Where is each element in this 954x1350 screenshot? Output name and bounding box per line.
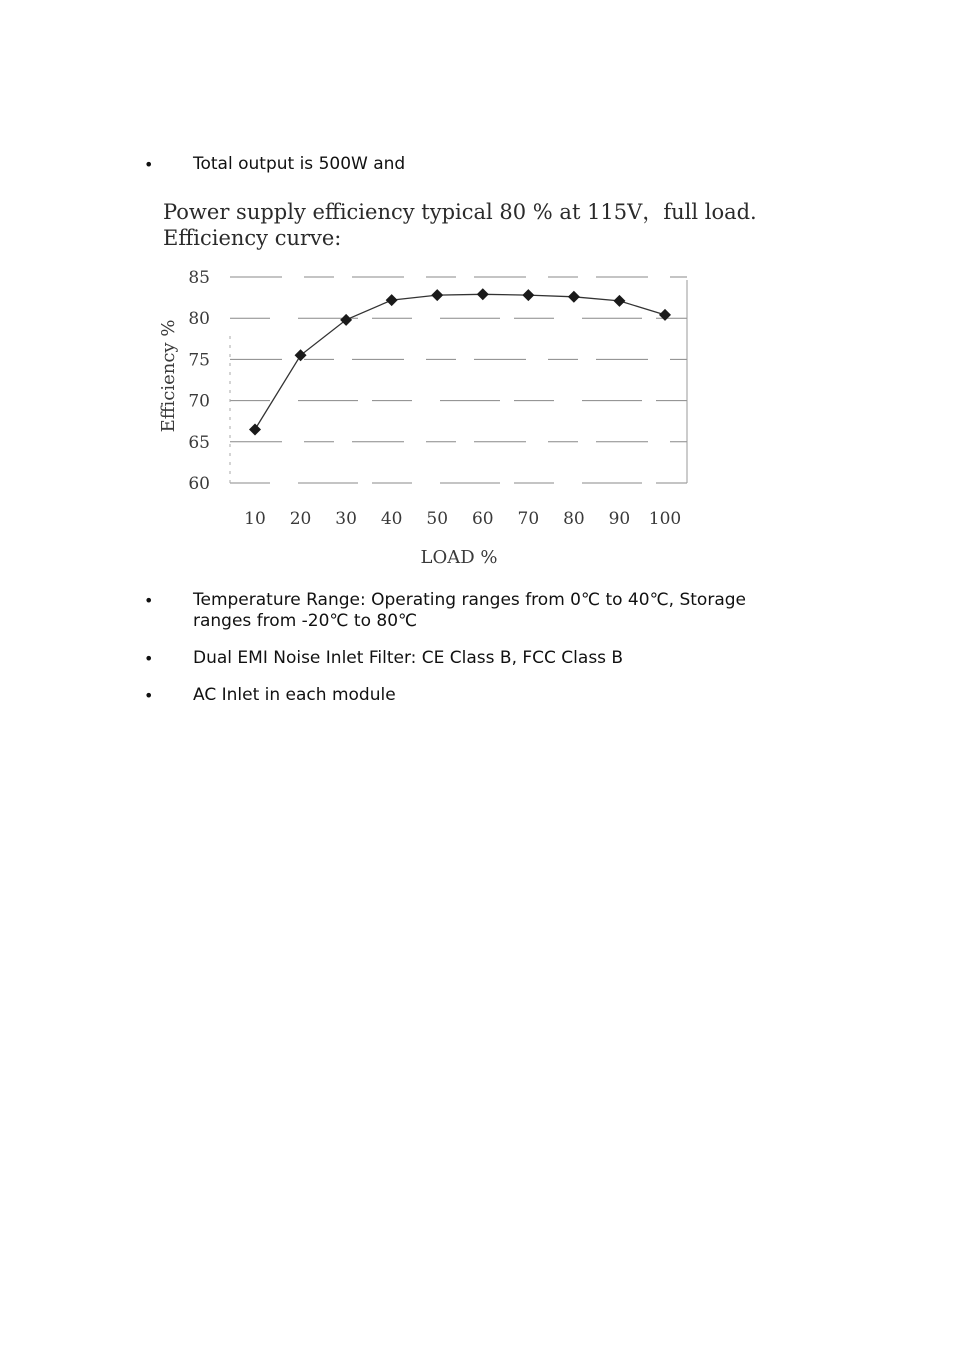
x-tick-label: 10: [244, 509, 266, 529]
data-point-diamond: [568, 291, 580, 303]
data-point-diamond: [249, 423, 261, 435]
efficiency-series-line: [255, 294, 665, 429]
x-tick-label: 100: [648, 509, 682, 529]
x-axis-ticks: [244, 509, 681, 529]
chart-grid: [230, 277, 687, 483]
data-point-diamond: [522, 289, 534, 301]
bullet-text: AC Inlet in each module: [193, 685, 396, 705]
data-point-diamond: [477, 288, 489, 300]
x-tick-label: 20: [289, 509, 312, 529]
x-tick-label: 50: [426, 509, 449, 529]
x-tick-label: 60: [471, 509, 494, 529]
efficiency-series-points: [249, 288, 671, 435]
y-axis-label: Efficiency %: [158, 319, 179, 433]
scanned-efficiency-figure: [150, 186, 757, 576]
y-axis-ticks: [188, 268, 210, 494]
bullet-text: Dual EMI Noise Inlet Filter: CE Class B, FCC Class B: [193, 648, 624, 668]
y-tick-label: 65: [188, 432, 210, 453]
x-tick-label: 80: [563, 509, 585, 529]
bullet-symbol: •: [144, 686, 154, 705]
y-tick-label: 70: [188, 391, 210, 412]
bullet-symbol: •: [144, 155, 154, 174]
x-tick-label: 90: [608, 509, 631, 529]
figure-caption-line-1: Power supply efficiency typical 80 % at 115V，full load.: [163, 200, 757, 224]
data-point-diamond: [340, 314, 352, 326]
y-tick-label: 75: [188, 350, 210, 371]
x-axis-label: LOAD %: [420, 547, 498, 568]
y-tick-label: 85: [188, 268, 210, 288]
data-point-diamond: [431, 289, 443, 301]
bullet-text: Total output is 500W and: [193, 154, 406, 174]
figure-caption-line-2: Efficiency curve:: [163, 226, 342, 250]
y-tick-label: 60: [188, 474, 210, 494]
bullet-text: Temperature Range: Operating ranges from 0℃ to 40℃, Storage ranges from -20℃ to 80℃: [193, 590, 746, 631]
x-tick-label: 30: [335, 509, 357, 529]
data-point-diamond: [659, 309, 671, 321]
x-tick-label: 40: [380, 509, 403, 529]
data-point-diamond: [386, 294, 398, 306]
bullet-symbol: •: [144, 591, 154, 610]
data-point-diamond: [613, 295, 625, 307]
bullet-symbol: •: [144, 649, 154, 668]
x-tick-label: 70: [517, 509, 540, 529]
efficiency-chart: [150, 186, 750, 576]
y-tick-label: 80: [188, 309, 210, 330]
